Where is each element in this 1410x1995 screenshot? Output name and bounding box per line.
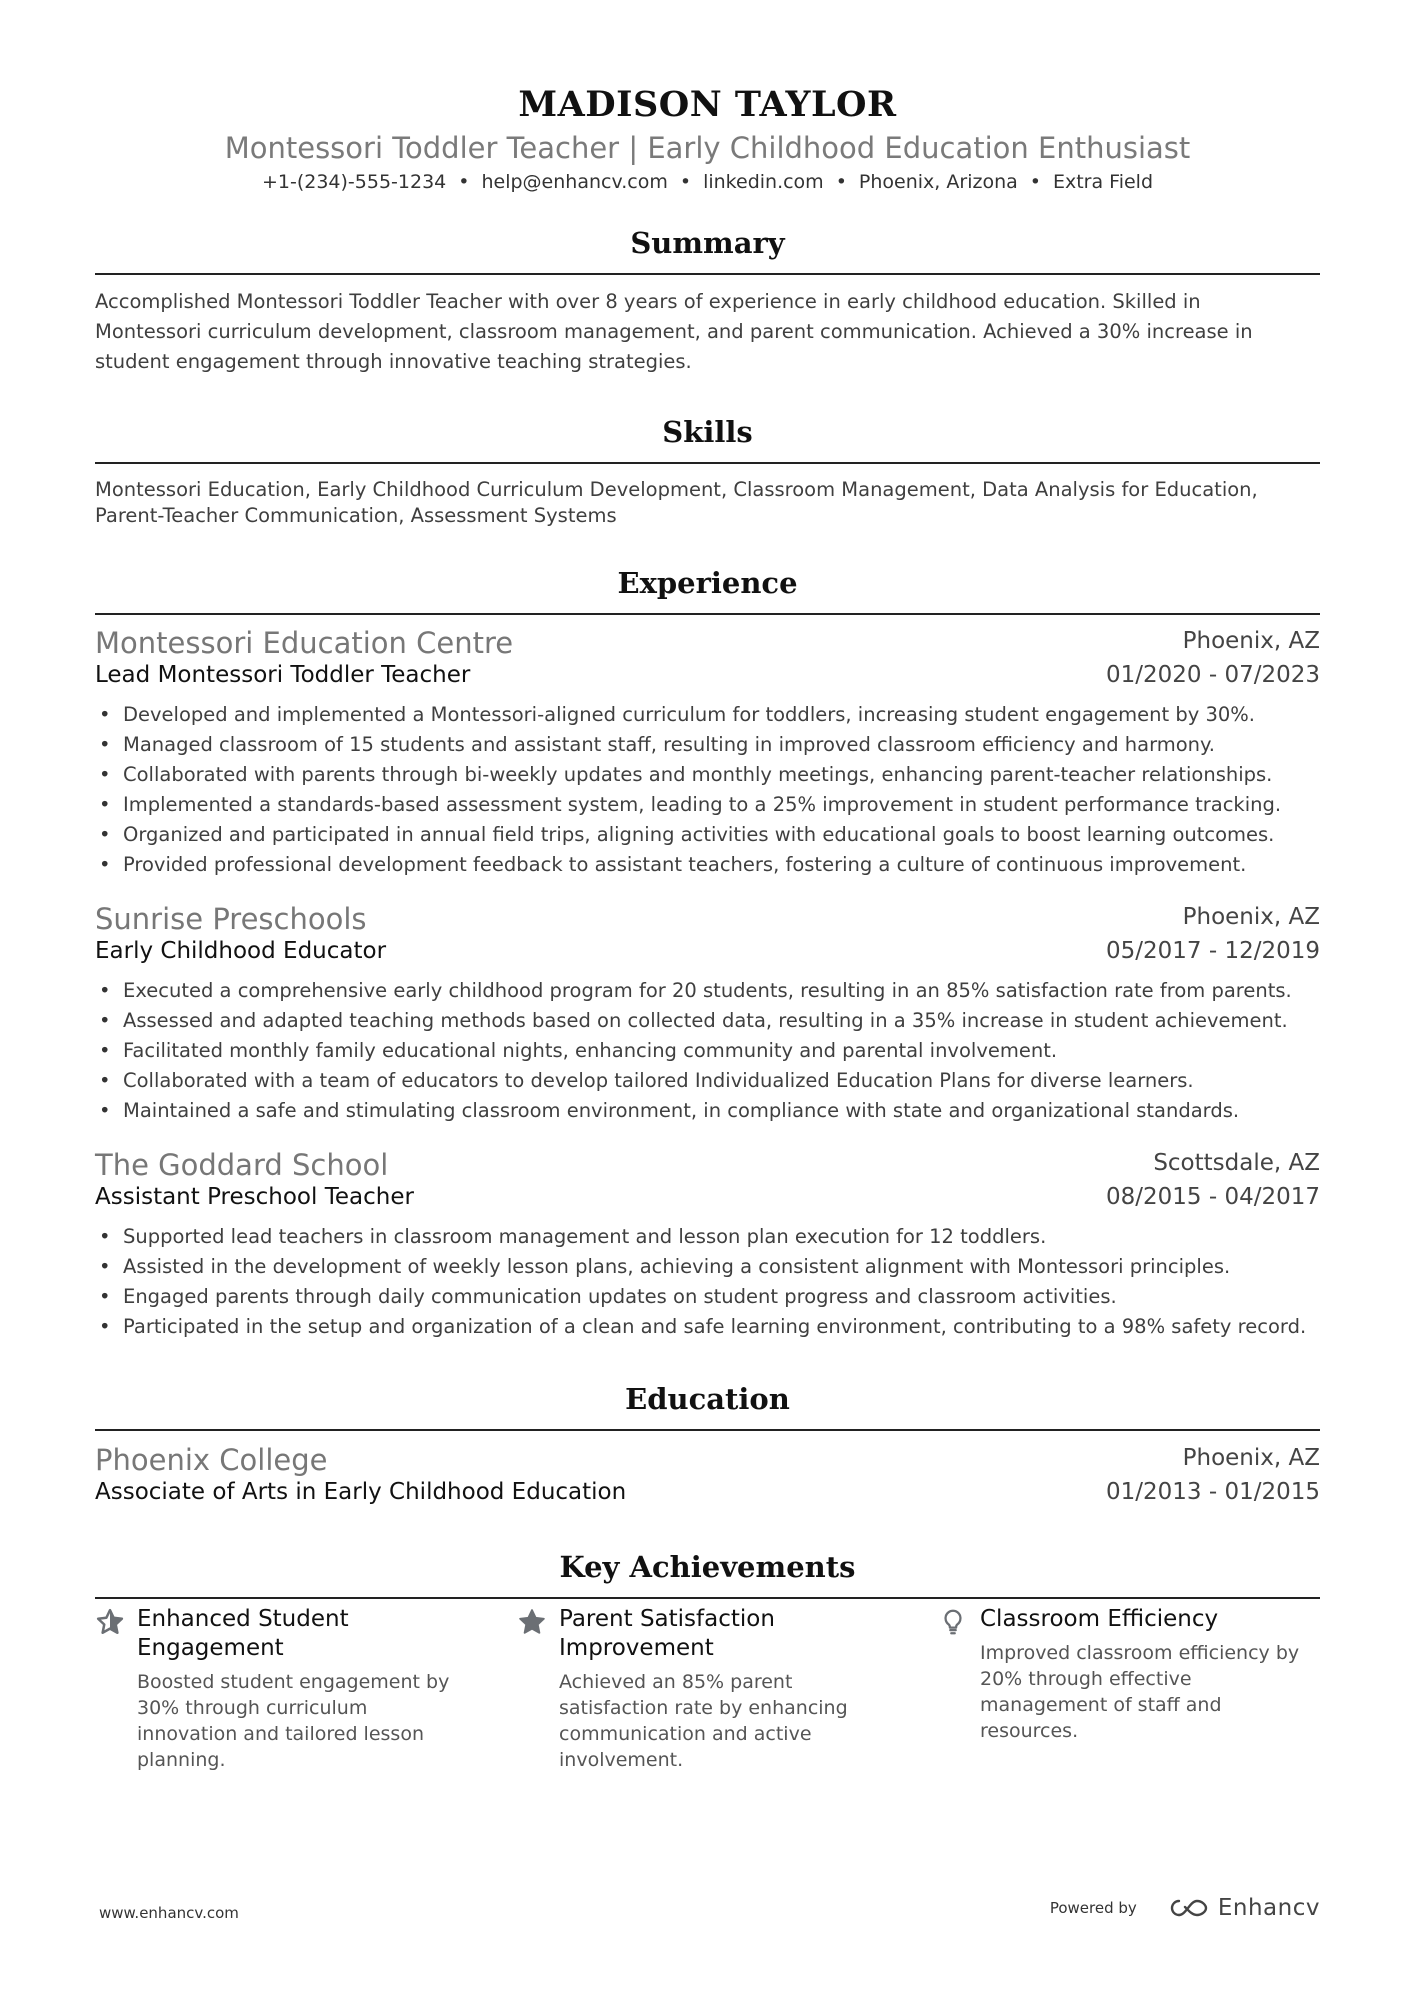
summary-line: student engagement through innovative teaching strategies. — [95, 350, 692, 373]
degree-name: Associate of Arts in Early Childhood Education — [95, 1479, 627, 1505]
job-bullet: • Collaborated with parents through bi-weekly updates and monthly meetings, enhancing parent-teacher relationships. — [95, 760, 1320, 790]
footer-website-link[interactable]: www.enhancv.com — [99, 1904, 239, 1922]
section-title-education: Education — [625, 1382, 790, 1416]
separator-dot: • — [1029, 171, 1041, 193]
section-title-summary: Summary — [630, 226, 785, 260]
job-bullets — [95, 700, 1320, 880]
job-bullet: • Engaged parents through daily communication updates on student progress and classroom activities. — [95, 1282, 1320, 1312]
achievement-title: Parent Satisfaction Improvement — [559, 1606, 775, 1661]
section-title-experience: Experience — [617, 566, 798, 600]
employer-name: The Goddard School — [95, 1148, 389, 1182]
job-title: Lead Montessori Toddler Teacher — [95, 662, 471, 688]
contact-location: Phoenix, Arizona — [858, 171, 1018, 193]
contact-extra: Extra Field — [1052, 171, 1154, 193]
job-title: Assistant Preschool Teacher — [95, 1184, 414, 1210]
separator-dot: • — [458, 171, 470, 193]
section-divider — [95, 462, 1320, 464]
section-divider — [95, 1597, 1320, 1599]
job-dates: 01/2020 - 07/2023 — [1105, 662, 1320, 688]
education-dates: 01/2013 - 01/2015 — [1105, 1479, 1320, 1505]
lightbulb-icon — [938, 1607, 968, 1637]
job-bullets — [95, 976, 1320, 1126]
skills-line: Parent-Teacher Communication, Assessment Systems — [95, 504, 617, 527]
job-bullet: • Maintained a safe and stimulating classroom environment, in compliance with state and organizational standards. — [95, 1096, 1320, 1126]
job-bullet: • Assisted in the development of weekly lesson plans, achieving a consistent alignment with Montessori principles. — [95, 1252, 1320, 1282]
school-name: Phoenix College — [95, 1443, 328, 1477]
enhancv-logo[interactable] — [1166, 1895, 1320, 1921]
section-divider — [95, 273, 1320, 275]
experience-entry — [95, 1148, 1320, 1342]
achievement-item — [938, 1605, 1338, 1744]
candidate-headline: Montessori Toddler Teacher | Early Childhood Education Enthusiast — [224, 131, 1191, 165]
achievement-item — [95, 1605, 495, 1773]
contact-email[interactable]: help@enhancv.com — [481, 171, 668, 193]
section-title-achievements: Key Achievements — [559, 1550, 856, 1584]
experience-entry — [95, 626, 1320, 880]
job-bullet: • Managed classroom of 15 students and assistant staff, resulting in improved classroom efficiency and harmony. — [95, 730, 1320, 760]
employer-location: Phoenix, AZ — [1182, 904, 1320, 930]
achievement-description: Improved classroom efficiency by 20% through effective management of staff and resources. — [980, 1642, 1300, 1742]
achievement-description: Achieved an 85% parent satisfaction rate by enhancing communication and active involvement. — [559, 1671, 848, 1771]
school-location: Phoenix, AZ — [1182, 1445, 1320, 1471]
separator-dot: • — [679, 171, 692, 193]
separator-dot: • — [835, 171, 847, 193]
employer-name: Sunrise Preschools — [95, 902, 367, 936]
job-bullet: • Facilitated monthly family educational nights, enhancing community and parental involvement. — [95, 1036, 1320, 1066]
contact-line — [95, 171, 1320, 193]
job-bullet: • Implemented a standards-based assessment system, leading to a 25% improvement in student performance tracking. — [95, 790, 1320, 820]
job-bullet: • Provided professional development feedback to assistant teachers, fostering a culture of continuous improvement. — [95, 850, 1320, 880]
star-filled-icon — [517, 1607, 547, 1637]
achievement-item — [517, 1605, 917, 1773]
experience-entry — [95, 902, 1320, 1126]
job-bullet: • Developed and implemented a Montessori-aligned curriculum for toddlers, increasing student engagement by 30%. — [95, 700, 1320, 730]
enhancv-logo-icon — [1166, 1896, 1212, 1920]
summary-text — [95, 287, 1320, 377]
employer-location: Phoenix, AZ — [1182, 628, 1320, 654]
job-bullet: • Assessed and adapted teaching methods based on collected data, resulting in a 35% increase in student achievement. — [95, 1006, 1320, 1036]
job-dates: 05/2017 - 12/2019 — [1105, 938, 1320, 964]
skills-text — [95, 477, 1320, 529]
job-bullet: • Executed a comprehensive early childhood program for 20 students, resulting in an 85% satisfaction rate from parents. — [95, 976, 1320, 1006]
summary-line: Montessori curriculum development, classroom management, and parent communication. Achieved a 30% increase in — [95, 320, 1253, 343]
contact-linkedin[interactable]: linkedin.com — [703, 171, 824, 193]
education-entry — [95, 1443, 1320, 1513]
section-divider — [95, 613, 1320, 615]
enhancv-wordmark: Enhancv — [1217, 1895, 1320, 1921]
footer-branding — [1050, 1895, 1320, 1929]
candidate-name: MADISON TAYLOR — [518, 84, 897, 125]
skills-line: Montessori Education, Early Childhood Curriculum Development, Classroom Management, Data Analysis for Education, — [95, 478, 1258, 501]
powered-by-label: Powered by — [1049, 1899, 1137, 1917]
job-title: Early Childhood Educator — [95, 938, 387, 964]
job-dates: 08/2015 - 04/2017 — [1105, 1184, 1320, 1210]
achievements-grid — [95, 1605, 1320, 1805]
achievement-title: Enhanced Student Engagement — [137, 1606, 349, 1661]
achievement-description: Boosted student engagement by 30% through curriculum innovation and tailored lesson planning. — [137, 1671, 450, 1771]
job-bullet: • Organized and participated in annual field trips, aligning activities with educational goals to boost learning outcomes. — [95, 820, 1320, 850]
achievement-title: Classroom Efficiency — [980, 1606, 1219, 1632]
section-title-skills: Skills — [662, 415, 753, 449]
job-bullets — [95, 1222, 1320, 1342]
job-bullet: • Participated in the setup and organization of a clean and safe learning environment, contributing to a 98% safety record. — [95, 1312, 1320, 1342]
job-bullet: • Supported lead teachers in classroom management and lesson plan execution for 12 toddlers. — [95, 1222, 1320, 1252]
section-divider — [95, 1429, 1320, 1431]
summary-line: Accomplished Montessori Toddler Teacher with over 8 years of experience in early childhood education. Skilled in — [95, 290, 1201, 313]
job-bullet: • Collaborated with a team of educators to develop tailored Individualized Education Plans for diverse learners. — [95, 1066, 1320, 1096]
star-outline-icon — [95, 1607, 125, 1637]
contact-phone[interactable]: +1-(234)-555-1234 — [261, 171, 447, 193]
employer-name: Montessori Education Centre — [95, 626, 514, 660]
employer-location: Scottsdale, AZ — [1153, 1150, 1320, 1176]
